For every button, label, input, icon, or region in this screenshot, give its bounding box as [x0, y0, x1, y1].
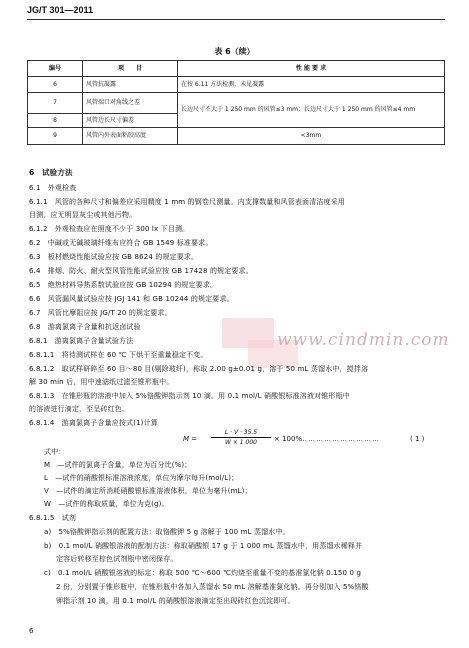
formula-lhs: M =: [183, 435, 198, 443]
paragraph-line: 式中：: [44, 448, 66, 456]
table-row: [28, 77, 445, 93]
list-item-cont: 钾指示剂 10 滴，用 0.1 mol/L 的硝酸银溶液滴定至出现砖红色沉淀即可。: [56, 597, 295, 605]
table-row: [28, 93, 445, 114]
row-requirement: <3mm: [178, 128, 445, 145]
row-no: 8: [28, 114, 83, 128]
formula-numerator: L · V · 35.5: [224, 429, 258, 436]
fraction-bar: [211, 437, 271, 438]
watermark-text: www.cindmin.com: [277, 330, 450, 350]
paragraph-line: 的溶液进行滴定，至呈砖红色。: [29, 405, 130, 413]
paragraph-line: 6.3 板材燃烧性能试验应按 GB 8624 的规定要求。: [29, 253, 199, 261]
table-row: [28, 128, 445, 145]
row-requirement: 在按 6.11 方法检测，未见凝露: [178, 77, 445, 93]
list-item-cont: 定容后转移至棕色试剂瓶中密闭保存。: [56, 555, 178, 563]
row-no: 7: [28, 93, 83, 114]
definition-line: W —试件的称取质量，单位为克(g)。: [44, 500, 169, 508]
formula-fraction: [211, 429, 271, 446]
row-item: 风管抗凝露: [83, 77, 178, 93]
paragraph-line: 6.8.1.2 取试样研碎至 60 目～80 目(剔除玻纤)，称取 2.00 g±0.01 g，溶于 50 mL 蒸馏水中，搅拌溶: [29, 365, 369, 373]
paragraph-line: 目测，应无明显灰尘或其他污物。: [29, 211, 137, 219]
standard-number: JG/T 301—2011: [27, 5, 94, 15]
paragraph-line: 6.6 风管漏风量试验应按 JGJ 141 和 GB 10244 的规定要求。: [29, 295, 234, 303]
paragraph-line: 6.8.1.1 将待测试样在 60 ℃ 下烘干至重量稳定不变。: [29, 351, 208, 359]
definition-line: M —试件的氯离子含量，单位为百分比(%)；: [44, 461, 192, 469]
definition-line: V —试件的滴定所消耗硝酸银标准溶液体积，单位为毫升(mL)；: [44, 487, 252, 495]
paragraph-line: 解 30 min 后，用中速滤纸过滤至锥形瓶中。: [29, 378, 174, 386]
paragraph-line: 6.8.1.5 试剂: [29, 514, 76, 522]
row-item: 风管边长尺寸偏差: [83, 114, 178, 128]
formula-leader-dots: …………………………: [300, 435, 380, 443]
row-item: 风管端口对角线之差: [83, 93, 178, 114]
header-rule: [27, 19, 445, 20]
row-no: 9: [28, 128, 83, 145]
list-item: c) 0.1 mol/L 硝酸银溶液的标定：称取 500 ℃～600 ℃灼烧至重量不变的基准氯化钠 0.150 0 g: [44, 569, 362, 577]
table-caption: 表 6（续）: [214, 47, 255, 56]
col-header-req: 性 能 要 求: [178, 61, 445, 77]
paragraph-line: 6.1.2 外观检查应在照度不少于 300 lx 下目测。: [29, 225, 190, 233]
page-number: 6: [29, 627, 34, 635]
paragraph-line: 6.5 绝热材料导热系数试验应按 GB 10294 的规定要求。: [29, 281, 218, 289]
paragraph-line: 6.8.1 游离氯离子含量试验方法: [29, 337, 134, 345]
table-header-row: [28, 61, 445, 77]
col-header-no: 编号: [28, 61, 83, 77]
row-no: 6: [28, 77, 83, 93]
col-header-item: 项 目: [83, 61, 178, 77]
formula-tail: × 100%: [274, 435, 303, 443]
performance-table: [27, 60, 445, 145]
paragraph-line: 6.8 游离氯离子含量和抗返卤试验: [29, 323, 141, 331]
definition-line: L —试件的硝酸银标准溶液浓度，单位为摩尔每升(mol/L)；: [44, 474, 239, 482]
paragraph-line: 6.1.1 风管的各种尺寸和偏差应采用精度 1 mm 的钢卷尺测量。内支撑数量和风管表面清洁度采用: [29, 198, 345, 206]
subsection-heading: 6.1 外观检查: [29, 184, 77, 192]
paragraph-line: 6.2 中碱或无碱玻璃纤维布应符合 GB 1549 标准要求。: [29, 239, 213, 247]
row-item: 风管内外表面粘胶高度: [83, 128, 178, 145]
running-header: [27, 5, 445, 15]
equation-number: ( 1 ): [410, 435, 425, 443]
paragraph-line: 6.8.1.4 游离氯离子含量应按式(1)计算: [29, 419, 158, 427]
formula-denominator: W × 1 000: [225, 439, 257, 446]
list-item: a) 5%铬酸钾指示剂的配置方法：取铬酸钾 5 g 溶解于 100 mL 蒸馏水中。: [44, 528, 290, 536]
paragraph-line: 6.8.1.3 在锥形瓶的溶液中加入 5%铬酸钾指示剂 10 滴。用 0.1 mol/L 硝酸银标准溶液对锥形瓶中: [29, 392, 350, 400]
paragraph-line: 6.4 排烟、防火、耐火型风管性能试验应按 GB 17428 的规定要求。: [29, 267, 253, 275]
list-item: b) 0.1 mol/L 硝酸银溶液的配制方法：称取硝酸银 17 g 于 1 000 mL 蒸馏水中，用蒸馏水稀释并: [44, 542, 363, 550]
row-requirement: 长边尺寸不大于 1 250 mm 的风管≤3 mm；长边尺寸大于 1 250 mm 的风管≤4 mm: [178, 93, 445, 128]
section-heading: 6 试验方法: [29, 168, 73, 177]
paragraph-line: 6.7 风管比摩阻应按 JG/T 20 的规定要求。: [29, 309, 172, 317]
list-item-cont: 2 份，分别置于锥形瓶中，在锥形瓶中各加入蒸馏水 50 mL 溶解基准氯化钠。再分别加入 5%铬酸: [56, 583, 369, 591]
